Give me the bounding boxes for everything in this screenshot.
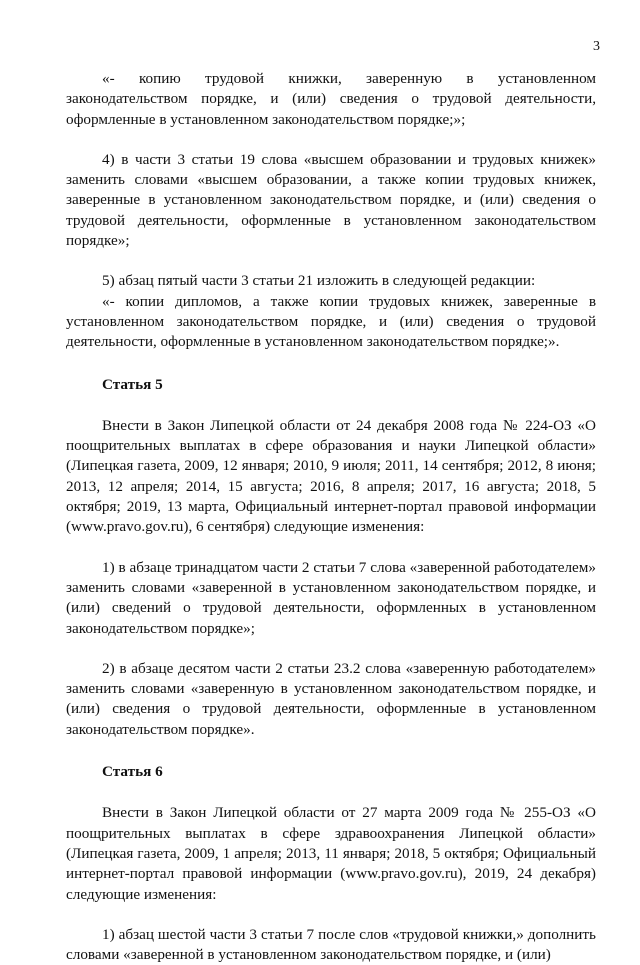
paragraph-item-4: 4) в части 3 статьи 19 слова «высшем образовании и трудовых книжек» заменить словами «высшем образовании, а также копии трудовых книжек, заверенные в установленном законодательством порядке, и (или) сведения о трудовой деятельности, оформленные в установленном законодательством порядке»; [66, 150, 596, 250]
paragraph-article-5-item-1: 1) в абзаце тринадцатом части 2 статьи 7 слова «заверенной работодателем» заменить словами «заверенной в установленном законодательством порядке, и (или) сведений о трудовой деятельности, оформленных в установленном законодательством порядке»; [66, 558, 596, 637]
page-number: 3 [593, 39, 600, 54]
paragraph-article-5-item-2: 2) в абзаце десятом части 2 статьи 23.2 слова «заверенную работодателем» заменить словами «заверенную в установленном законодательством порядке, и (или) сведения о трудовой деятельности, оформленные в установленном законодательством порядке». [66, 659, 596, 738]
paragraph-quote-diplomas: «- копии дипломов, а также копии трудовых книжек, заверенные в установленном законодательством порядке, и (или) сведения о трудовой деятельности, оформленные в установленном законодательством порядке;». [66, 292, 596, 351]
article-5-heading: Статья 5 [102, 375, 163, 393]
paragraph-article-6-intro: Внести в Закон Липецкой области от 27 марта 2009 года № 255-ОЗ «О поощрительных выплатах в сфере здравоохранения Липецкой области» (Липецкая газета, 2009, 1 апреля; 2013, 11 января; 2018, 5 октября; Официальный интернет-портал правовой информации (www.pravo.gov.ru), 2019, 24 декабря) следующие изменения: [66, 804, 596, 903]
document-body [66, 69, 596, 965]
paragraph-quote-work-book-copy: «- копию трудовой книжки, заверенную в установленном законодательством порядке, и (или) сведения о трудовой деятельности, оформленные в установленном законодательством порядке;»; [66, 70, 596, 128]
article-6-heading: Статья 6 [102, 763, 163, 781]
paragraph-item-5: 5) абзац пятый части 3 статьи 21 изложить в следующей редакции: [102, 272, 536, 290]
paragraph-article-6-item-1: 1) абзац шестой части 3 статьи 7 после слов «трудовой книжки,» дополнить словами «заверенной в установленном законодательством порядке, и (или) [66, 925, 596, 964]
paragraph-article-5-intro: Внести в Закон Липецкой области от 24 декабря 2008 года № 224-ОЗ «О поощрительных выплатах в сфере образования и науки Липецкой области» (Липецкая газета, 2009, 12 января; 2010, 9 июля; 2011, 14 сентября; 2012, 8 июня; 2013, 12 апреля; 2014, 15 августа; 2016, 8 апреля; 2017, 16 августа; 2018, 5 октября; 2019, 13 марта, Официальный интернет-портал правовой информации (www.pravo.gov.ru), 6 сентября) следующие изменения: [66, 416, 596, 536]
